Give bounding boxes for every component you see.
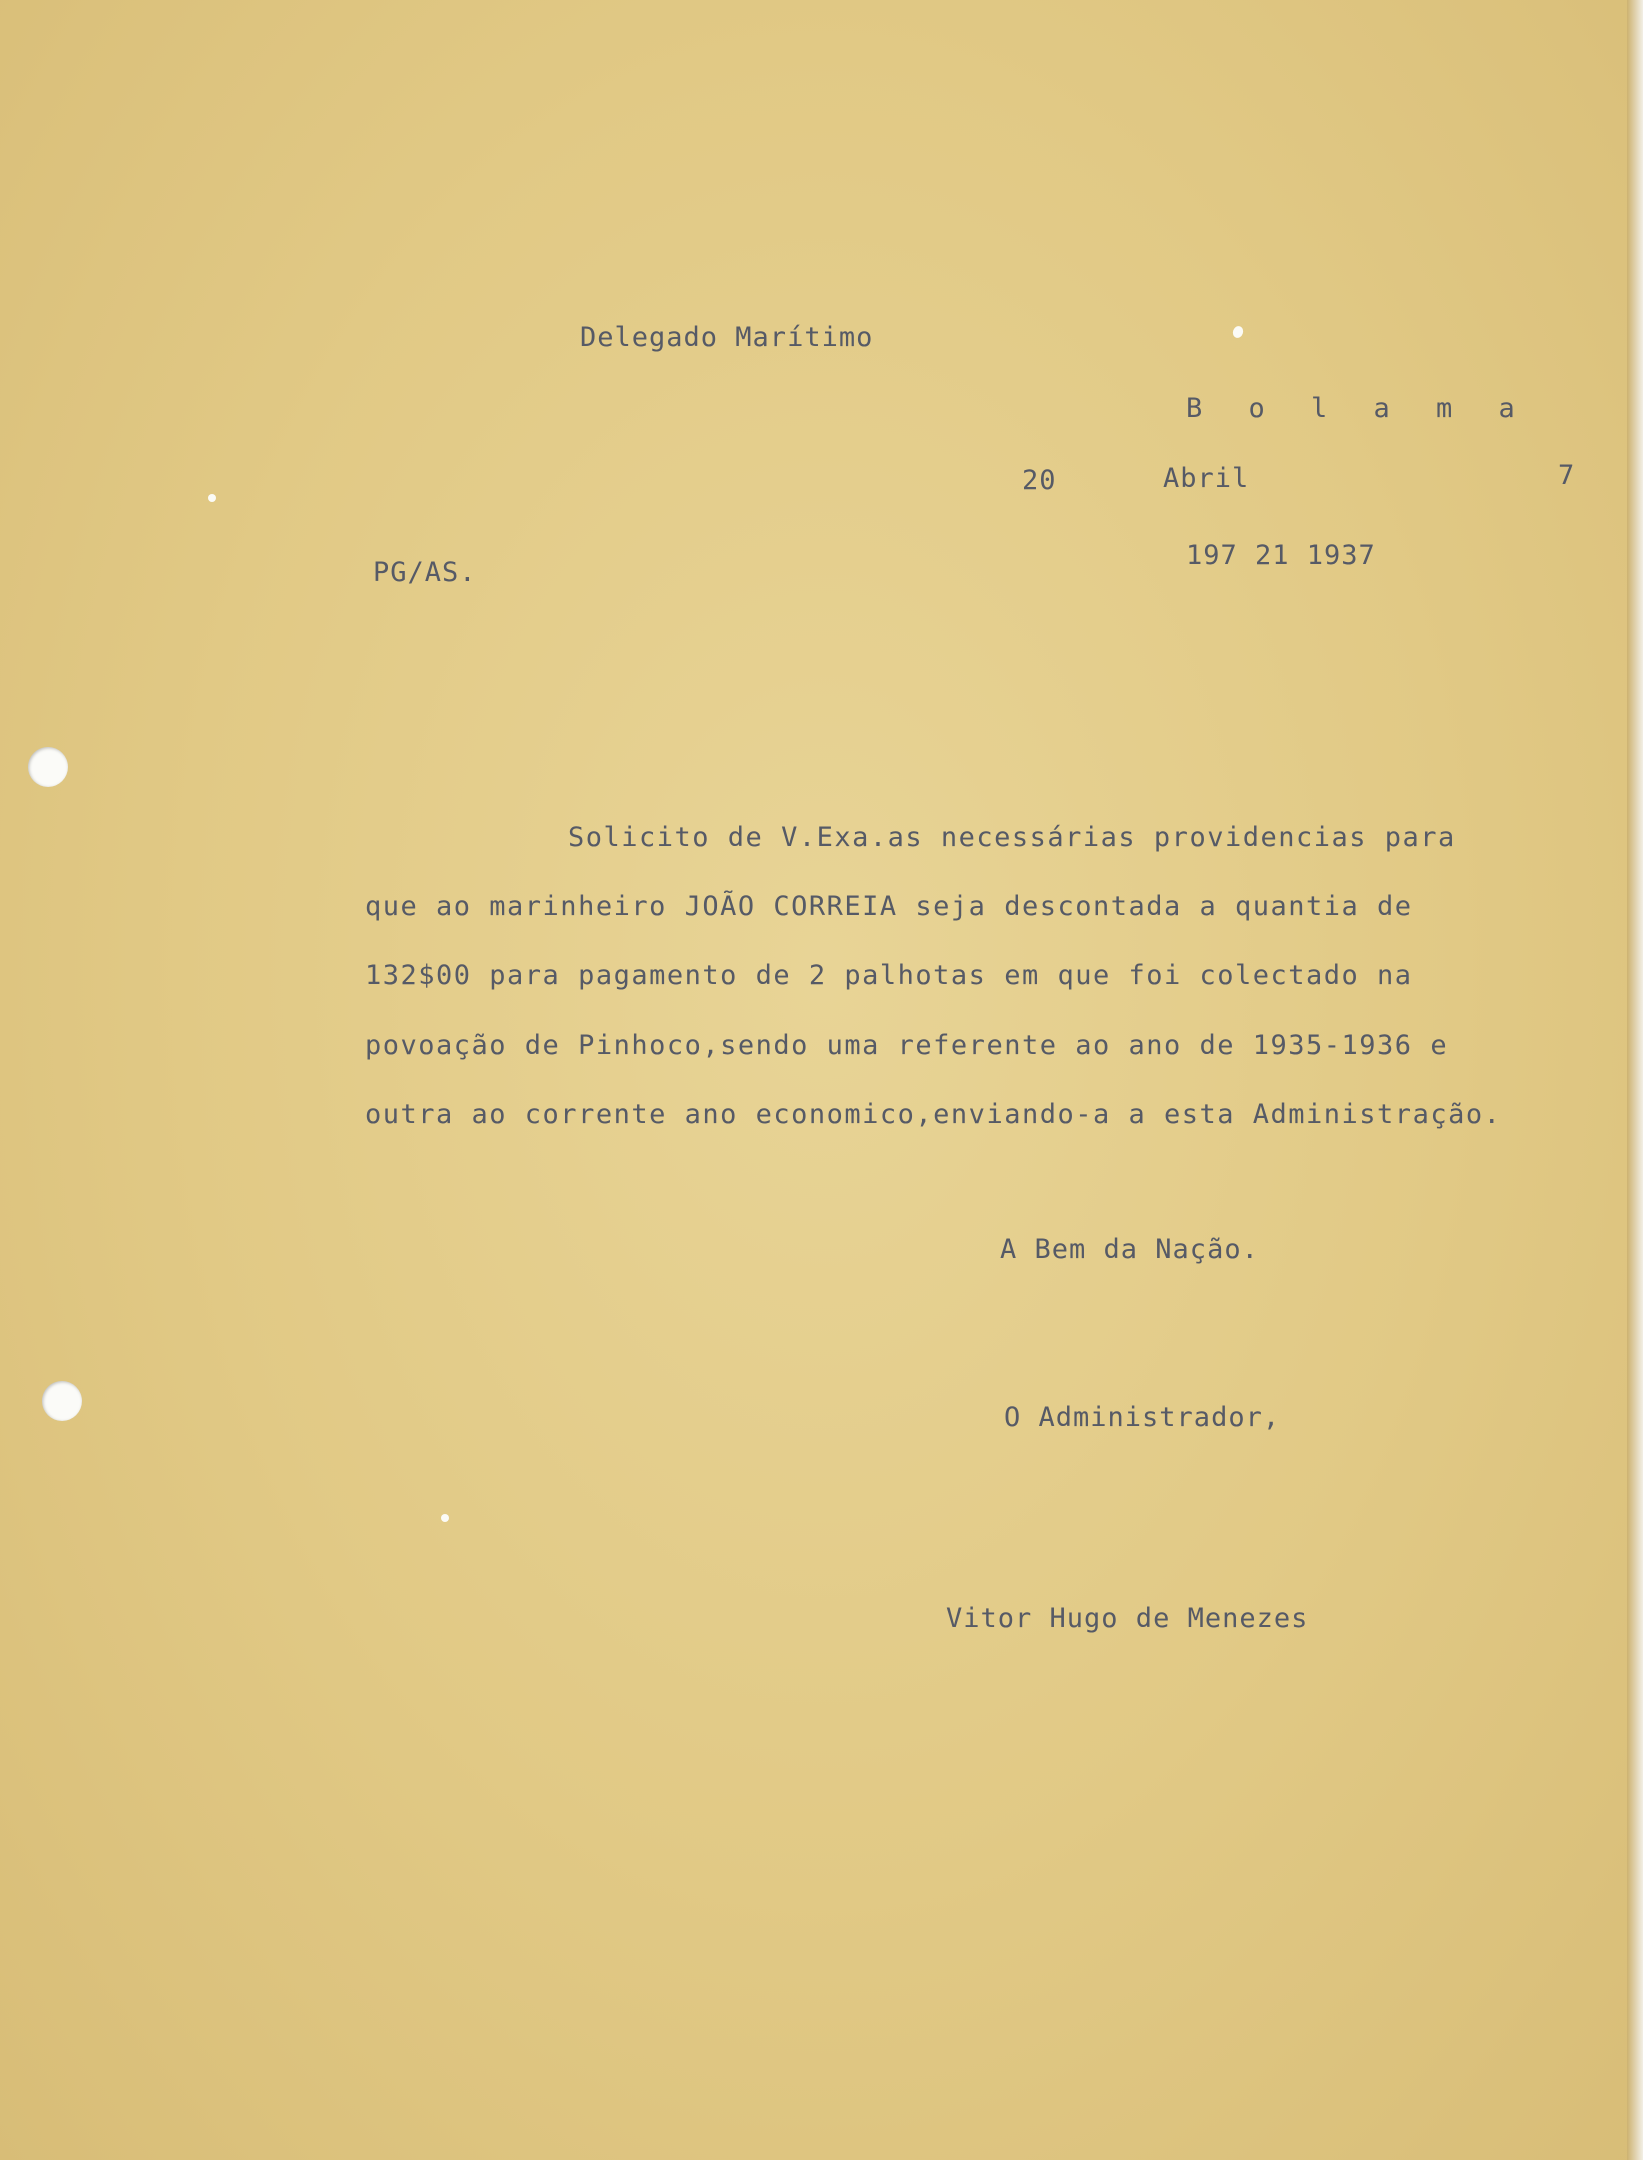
recipient: Delegado Marítimo [580, 322, 874, 353]
signatory-name: Vitor Hugo de Menezes [946, 1603, 1309, 1634]
paper-edge [1627, 0, 1643, 2160]
page-number: 7 [1558, 460, 1576, 491]
body-line: povoação de Pinhoco,sendo uma referente ao ano de 1935-1936 e [365, 1030, 1449, 1061]
signatory-title: O Administrador, [1004, 1402, 1281, 1433]
reference-code: PG/AS. [373, 557, 477, 588]
paper-speck [208, 494, 216, 502]
body-line: outra ao corrente ano economico,enviando-a a esta Administração. [365, 1099, 1502, 1130]
paper-speck [1231, 325, 1245, 340]
body-line: Solicito de V.Exa.as necessárias providencias para [568, 822, 1456, 853]
body-line: que ao marinheiro JOÃO CORREIA seja descontada a quantia de [365, 891, 1413, 922]
punch-hole-bottom [42, 1381, 82, 1421]
date-day: 20 [1022, 465, 1057, 496]
body-line: 132$00 para pagamento de 2 palhotas em que foi colectado na [365, 960, 1413, 991]
closing-salutation: A Bem da Nação. [1000, 1234, 1259, 1265]
date-year: 197 21 1937 [1186, 540, 1376, 571]
place-name: B o l a m a [1186, 393, 1530, 424]
punch-hole-top [28, 747, 68, 787]
paper-speck [441, 1514, 449, 1522]
date-month: Abril [1163, 463, 1250, 494]
